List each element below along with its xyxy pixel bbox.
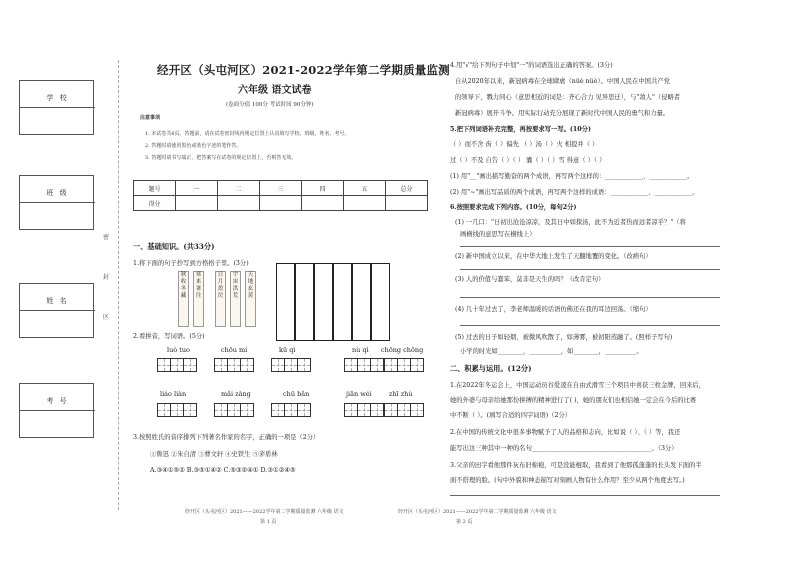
- note-item-1: 1. 本试卷共6页。答题前，请在试卷密封线内规定位置上认真填写学校、班级、姓名、考号。: [145, 131, 350, 137]
- q4-para-1: 自从2020年以来，新冠病毒在全球肆虐（nüè nüè）。中国人民在中国共产党: [455, 78, 670, 85]
- q5-answer-2[interactable]: (2) 用"~"画出写品质的两个成语，再写两个这样的成语：____________、____________。: [450, 189, 699, 196]
- class-field[interactable]: [20, 202, 95, 230]
- q5-text: 5.把下列词语补充完整，再按要求写一写。(10分): [450, 126, 591, 133]
- class-label: 班 级: [46, 189, 69, 197]
- writing-box[interactable]: [333, 263, 352, 341]
- q6-item-5: (5) 过去的日子如轻烟，被微风吹散了，如薄雾，被初阳蒸融了。(照样子写句): [455, 334, 673, 341]
- score-header: 四: [302, 181, 344, 196]
- seal-line: [118, 60, 119, 510]
- number-field[interactable]: [20, 410, 95, 438]
- answer-grid[interactable]: [271, 358, 310, 372]
- pinyin-label: liáo liàn: [160, 390, 187, 398]
- q4-para-3: 新冠病毒）展开斗争。用实际行动充分展现了新时代中国人民的勇气和力量。: [455, 110, 670, 117]
- writing-box[interactable]: [295, 263, 314, 341]
- footer-left-page: 第 1 页: [260, 519, 277, 525]
- p2-text-b[interactable]: 能写出这三种其中一种的名句______________________________________。（3分）: [450, 445, 678, 452]
- answer-grid[interactable]: [157, 358, 196, 372]
- seal-char-1: 密: [103, 234, 110, 241]
- pinyin-label: zhī zhù: [389, 390, 413, 398]
- page-title: 经开区（头屯河区）2021-2022学年第二学期质量监测: [157, 63, 450, 77]
- score-cell[interactable]: [344, 196, 386, 211]
- footer-right-page: 第 2 页: [456, 519, 473, 525]
- score-header: 二: [218, 181, 260, 196]
- pinyin-label: chōng chōng: [381, 346, 424, 354]
- school-box: [19, 80, 94, 135]
- q3-choices[interactable]: A.③④①⑤② B.③⑤①④② C.⑤③②④① D.③①②④⑤: [150, 467, 296, 474]
- pinyin-label: luò tuo: [167, 346, 190, 354]
- p1-text: 1.在2022年冬运会上，中国运动员谷爱凌在自由式滑雪三个项目中喜获三枚金牌，回来后，: [450, 382, 706, 389]
- q4-para-2: 的领导下，戮力同心（意思相近的词是：齐心合力 见异思迁），与"敌人"（侵略者: [455, 94, 681, 101]
- q6-item-1b: 画横线的意思写在横线上）: [460, 231, 536, 238]
- answer-line[interactable]: [460, 325, 720, 326]
- answer-line[interactable]: [460, 246, 720, 247]
- calligraphy-col-5: 天 地 玄 黄: [245, 271, 256, 327]
- q5-row-1[interactable]: （ ）而不舍 齿（ ）偏先 （ ）汤（ ）火 相提并（ ）: [450, 141, 599, 148]
- number-label: 考 号: [46, 397, 69, 405]
- section1-heading: 一、基础知识。(共33分): [133, 242, 215, 251]
- score-row-label: 得分: [134, 196, 176, 211]
- name-box: [19, 283, 94, 338]
- answer-grid[interactable]: [344, 358, 383, 372]
- pinyin-label: nù qì: [352, 346, 369, 354]
- pinyin-label: chū bǎn: [283, 390, 310, 398]
- page-subtitle: 六年级 语文试卷: [238, 85, 312, 96]
- score-header: 五: [344, 181, 386, 196]
- q3-options: ①鲁迅 ②朱自清 ③曹文轩 ④史铁生 ⑤茅盾林: [150, 451, 278, 458]
- score-cell[interactable]: [218, 196, 260, 211]
- answer-grid[interactable]: [214, 403, 253, 417]
- q6-text: 6.按照要求完成下列内容。(10分，每句2分): [450, 204, 577, 211]
- writing-box[interactable]: [276, 263, 295, 341]
- p1-text-c[interactable]: 中不断（ ）。(填写合适的四字词语)（2分）: [450, 412, 572, 419]
- q4-text: 4.用"√"给下列句子中划"一"的词语选出正确的答案。(3分): [450, 62, 613, 69]
- exam-info: (卷面分值 100分 考试时间 90分钟): [226, 102, 314, 108]
- p1-text-b: 她的外婆与母亲给她那份拼搏的精神进行了( )，她的朋友们也相信她一定会在今后的比赛: [450, 397, 697, 404]
- q6-item-3: (3) 人的价值与蠢笨，莫非是天生的吗？（改肯定句）: [455, 276, 605, 283]
- answer-grid[interactable]: [384, 403, 423, 417]
- score-cell[interactable]: [176, 196, 218, 211]
- calligraphy-col-3: 日 月 盈 昃: [215, 271, 226, 327]
- writing-box[interactable]: [314, 263, 333, 341]
- answer-line[interactable]: [450, 495, 720, 496]
- school-label: 学 校: [46, 94, 69, 102]
- score-cell[interactable]: [260, 196, 302, 211]
- score-header: 三: [260, 181, 302, 196]
- pinyin-label: chōu mí: [221, 346, 248, 354]
- calligraphy-col-2: 寒 来 暑 往: [193, 271, 204, 327]
- pinyin-label: kū qì: [279, 346, 296, 354]
- seal-char-3: 区: [103, 314, 110, 321]
- q5-row-2[interactable]: 过（ ）不及 自告（ ）（ ） 囊（ ）（ ）雪 得意（ ）（ ）: [450, 157, 606, 164]
- answer-grid[interactable]: [384, 358, 423, 372]
- q6-item-1: (1) 一几口："日初出沧沧凉凉，及其日中如探汤，此不为近者热而远者凉乎？"（将: [455, 219, 686, 226]
- q5-answer-1[interactable]: (1) 用"__"画出描写勤奋的两个成语，再写两个这样的：____________、____________。: [450, 173, 694, 180]
- answer-grid[interactable]: [214, 358, 253, 372]
- class-box: [19, 175, 94, 230]
- calligraphy-col-1: 秋 收 冬 藏: [178, 271, 189, 327]
- score-header: 总分: [386, 181, 428, 196]
- p3-text-b: 面不搭理的脸。(句中外貌和神态描写对刻画人物有什么作用？至少从两个角度去写。): [450, 477, 685, 484]
- answer-line[interactable]: [460, 297, 720, 298]
- score-header: 题号: [134, 181, 176, 196]
- school-field[interactable]: [20, 107, 95, 135]
- q6-item-4: (4) 几十年过去了，李老师温暖的话语仿佛还在我的耳边回荡。（缩句）: [455, 306, 652, 313]
- answer-grid[interactable]: [271, 403, 310, 417]
- note-item-2: 2. 答题时请使用黑色或蓝色字迹的笔作答。: [145, 143, 242, 149]
- q1-text: 1.将下面的句子抄写到方格格子里。(3分): [133, 260, 249, 267]
- score-header: 一: [176, 181, 218, 196]
- note-item-3: 3. 答题时请书写端正，把答案写在试卷的规定位置上，否则答无效。: [145, 155, 297, 161]
- footer-left: 经开区（头屯河区）2021——2022学年第二学期质量监测 六年级 语文: [185, 509, 344, 515]
- notes-heading: 注意事项: [140, 115, 161, 121]
- q6-item-5b[interactable]: 小学的时光如________，__________，如________，__________。: [460, 348, 643, 355]
- name-label: 姓 名: [46, 297, 69, 305]
- score-cell[interactable]: [386, 196, 428, 211]
- calligraphy-col-4: 宇 宙 洪 荒: [230, 271, 241, 327]
- q6-item-2: (2) 新中国成立以来，在中华大地上发生了天翻地覆的变化。（改病句）: [455, 253, 652, 260]
- seal-char-2: 封: [103, 274, 110, 281]
- section2-heading: 二、积累与运用。(12分): [450, 364, 532, 373]
- score-cell[interactable]: [302, 196, 344, 211]
- footer-right: 经开区（头屯河区）2021——2022学年第二学期质量监测 六年级 语文: [398, 509, 557, 515]
- score-table: [133, 180, 428, 211]
- number-box: [19, 383, 94, 438]
- pinyin-label: mǎi zàng: [221, 390, 251, 398]
- pinyin-label: jiān wéi: [346, 390, 372, 398]
- p3-text: 3.父亲的田字看他那件灰布旧棉袍，可是没能棍取，我看到了他那孤蓬蓬的长头发下面的半: [450, 462, 702, 469]
- writing-box[interactable]: [352, 263, 371, 341]
- answer-grid[interactable]: [157, 403, 196, 417]
- p2-text: 2.在中国的传统文化中很多事物赋予了人的品格和志向，比如说（ ）、（ ）等，我还: [450, 429, 681, 436]
- answer-grid[interactable]: [344, 403, 383, 417]
- q3-text: 3.按照姓氏的音序排列下列著名作家的名字，正确的一项是（2分）: [133, 434, 320, 441]
- answer-line[interactable]: [460, 269, 720, 270]
- writing-box[interactable]: [371, 263, 390, 341]
- q2-text: 2.看拼音，写词语。(5分): [133, 333, 205, 340]
- name-field[interactable]: [20, 310, 95, 338]
